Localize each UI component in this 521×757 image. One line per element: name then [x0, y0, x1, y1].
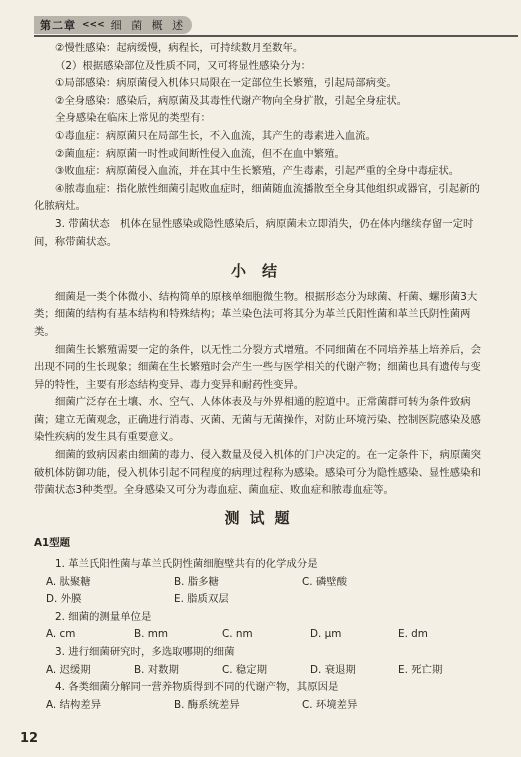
answer-option: C. 磷壁酸: [302, 575, 348, 588]
body-line: ②全身感染：感染后，病原菌及其毒性代谢产物向全身扩散，引起全身症状。: [55, 94, 408, 107]
answer-option: B. 对数期: [134, 663, 179, 676]
body-line: 全身感染在临床上常见的类型有：: [55, 112, 211, 125]
summary-paragraph: 细菌是一类个体微小、结构简单的原核单细胞微生物。根据形态分为球菌、杆菌、螺形菌3大类；细菌的结构有基本结构和特殊结构；革兰染色法可将其分为革兰氏阳性菌和革兰氏阴性菌两类。: [34, 290, 478, 338]
body-line: ①局部感染：病原菌侵入机体只局限在一定部位生长繁殖，引起局部病变。: [55, 77, 397, 90]
answer-options: [34, 662, 490, 680]
systemic-type-item: ③败血症：病原菌侵入血流，并在其中生长繁殖，产生毒素，引起严重的全身中毒症状。: [55, 165, 460, 178]
answer-option: C. 稳定期: [222, 663, 268, 676]
question-stem: 3. 进行细菌研究时，多选取哪期的细菌: [55, 646, 235, 658]
answer-options: [34, 626, 490, 644]
chevron-arrows-icon: <<<: [82, 20, 105, 30]
answer-option: C. nm: [222, 628, 253, 641]
answer-option: E. dm: [398, 628, 428, 641]
systemic-type-item: ①毒血症：病原菌只在局部生长，不入血流，其产生的毒素进入血流。: [55, 129, 377, 142]
chapter-title: 细 菌 概 述: [110, 19, 187, 32]
summary-paragraph: 细菌的致病因素由细菌的毒力、侵入数量及侵入机体的门户决定的。在一定条件下，病原菌突破机体防御功能，侵入机体引起不同程度的病理过程称为感染。感染可分为隐性感染、显性感染和带菌状态3种类型。全身感染又可分为毒血症、菌血症、败血症和脓毒血症等。: [34, 449, 482, 497]
answer-options: [34, 574, 490, 592]
header-rule: [34, 35, 518, 37]
answer-option: B. 酶系统差异: [174, 698, 240, 711]
quiz-heading: 测试题: [224, 508, 300, 527]
carrier-state-paragraph: 3. 带菌状态 机体在显性感染或隐性感染后，病原菌未立即消失，仍在体内继续存留一定时间，称带菌状态。: [34, 217, 474, 248]
answer-option: E. 脂质双层: [174, 593, 229, 606]
answer-option: E. 死亡期: [398, 663, 443, 676]
answer-option: B. mm: [134, 628, 168, 641]
answer-option: D. μm: [310, 628, 342, 641]
quiz-section-label: A1型题: [34, 537, 71, 550]
answer-option: A. 肽聚糖: [46, 575, 91, 588]
answer-option: A. 迟缓期: [46, 663, 91, 676]
answer-option: B. 脂多糖: [174, 575, 219, 588]
answer-options: [34, 591, 490, 609]
answer-option: C. 环境差异: [302, 698, 358, 711]
chapter-label: 第二章: [40, 19, 76, 32]
systemic-type-item: ④脓毒血症：指化脓性细菌引起败血症时，细菌随血流播散至全身其他组织或器官，引起新的化脓病灶。: [34, 182, 480, 213]
answer-option: D. 外膜: [46, 593, 82, 606]
answer-options: [34, 697, 490, 715]
summary-heading: 小结: [230, 262, 293, 281]
answer-option: A. cm: [46, 628, 76, 641]
chapter-tab: [34, 16, 192, 34]
body-line: （2）根据感染部位及性质不同，又可将显性感染分为：: [55, 59, 311, 72]
answer-option: D. 衰退期: [310, 663, 356, 676]
summary-paragraph: 细菌广泛存在土壤、水、空气、人体体表及与外界相通的腔道中。正常菌群可转为条件致病菌；建立无菌观念，正确进行消毒、灭菌、无菌与无菌操作，对防止环境污染、控制医院感染及感染性疾病的发生具有重要意义。: [34, 396, 481, 444]
running-header: [34, 14, 518, 36]
question-stem: 4. 各类细菌分解同一营养物质得到不同的代谢产物，其原因是: [55, 681, 339, 694]
body-line: ②慢性感染：起病缓慢，病程长，可持续数月至数年。: [55, 42, 304, 54]
page-number: 12: [20, 731, 39, 746]
answer-option: A. 结构差异: [46, 698, 102, 711]
page-body: [34, 40, 490, 714]
summary-paragraph: 细菌生长繁殖需要一定的条件，以无性二分裂方式增殖。不同细菌在不同培养基上培养后，会出现不同的生长现象；细菌在生长繁殖时会产生一些与医学相关的代谢产物；细菌也具有遗传与变异的特性，主要有形态结构变异、毒力变异和耐药性变异。: [34, 343, 482, 391]
question-stem: 2. 细菌的测量单位是: [55, 610, 152, 623]
question-stem: 1. 革兰氏阳性菌与革兰氏阴性菌细胞壁共有的化学成分是: [55, 558, 318, 571]
systemic-type-item: ②菌血症：病原菌一时性或间断性侵入血流，但不在血中繁殖。: [55, 147, 345, 160]
